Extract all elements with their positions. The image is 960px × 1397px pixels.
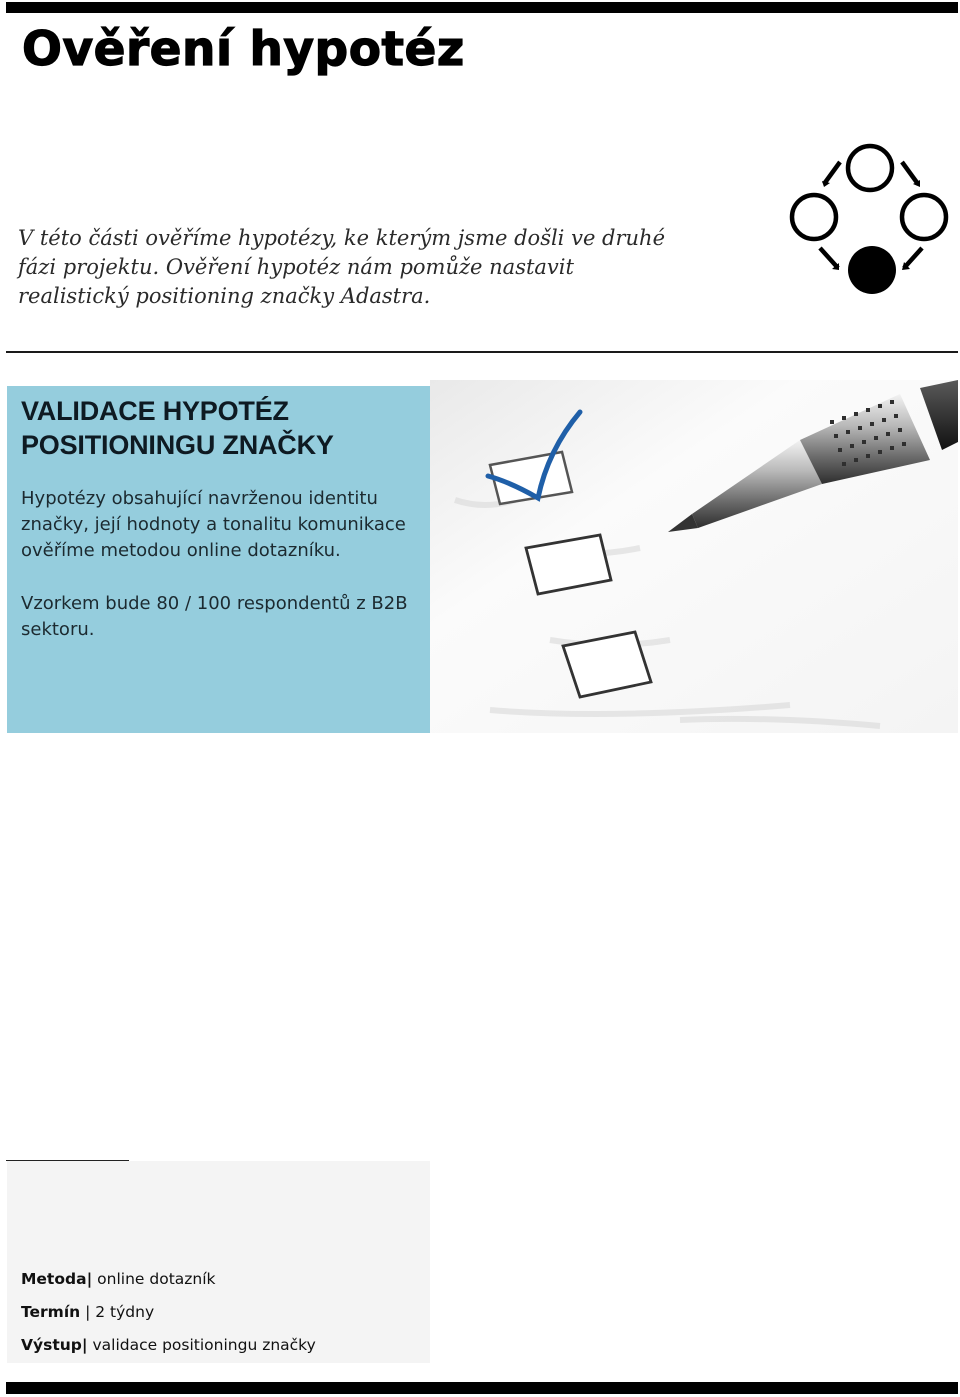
detail-term-sep: | bbox=[80, 1303, 96, 1321]
detail-output-value: validace positioningu značky bbox=[87, 1336, 316, 1354]
detail-term-value: 2 týdny bbox=[95, 1303, 155, 1321]
detail-method-value: online dotazník bbox=[92, 1270, 216, 1288]
detail-method bbox=[21, 1270, 216, 1288]
details-panel bbox=[7, 1161, 430, 1363]
validation-panel bbox=[7, 386, 430, 733]
checklist-pen-photo bbox=[430, 380, 958, 733]
detail-method-sep: | bbox=[86, 1270, 93, 1288]
page-title: Ověření hypotéz bbox=[22, 22, 465, 77]
section-divider bbox=[6, 351, 958, 353]
process-cycle-icon bbox=[786, 140, 956, 300]
top-bar bbox=[6, 2, 958, 13]
intro-text: V této části ověříme hypotézy, ke kterým jsme došli ve druhé fázi projektu. Ověření hypotéz nám pomůže nastavit realistický positioning značky Adastra. bbox=[18, 226, 666, 308]
detail-term bbox=[21, 1303, 154, 1321]
detail-term-label: Termín bbox=[21, 1303, 81, 1321]
detail-output-sep: | bbox=[81, 1336, 88, 1354]
detail-method-label: Metoda bbox=[21, 1270, 87, 1288]
validation-paragraph-sample: Vzorkem bude 80 / 100 respondentů z B2B sektoru. bbox=[21, 593, 408, 640]
detail-output bbox=[21, 1336, 316, 1354]
bottom-bar bbox=[6, 1382, 958, 1394]
detail-output-label: Výstup bbox=[21, 1336, 82, 1354]
validation-heading: VALIDACE HYPOTÉZ POSITIONINGU ZNAČKY bbox=[21, 396, 334, 460]
validation-paragraph-method: Hypotézy obsahující navrženou identitu značky, její hodnoty a tonalitu komunikace ověříme metodou online dotazníku. bbox=[21, 488, 406, 561]
